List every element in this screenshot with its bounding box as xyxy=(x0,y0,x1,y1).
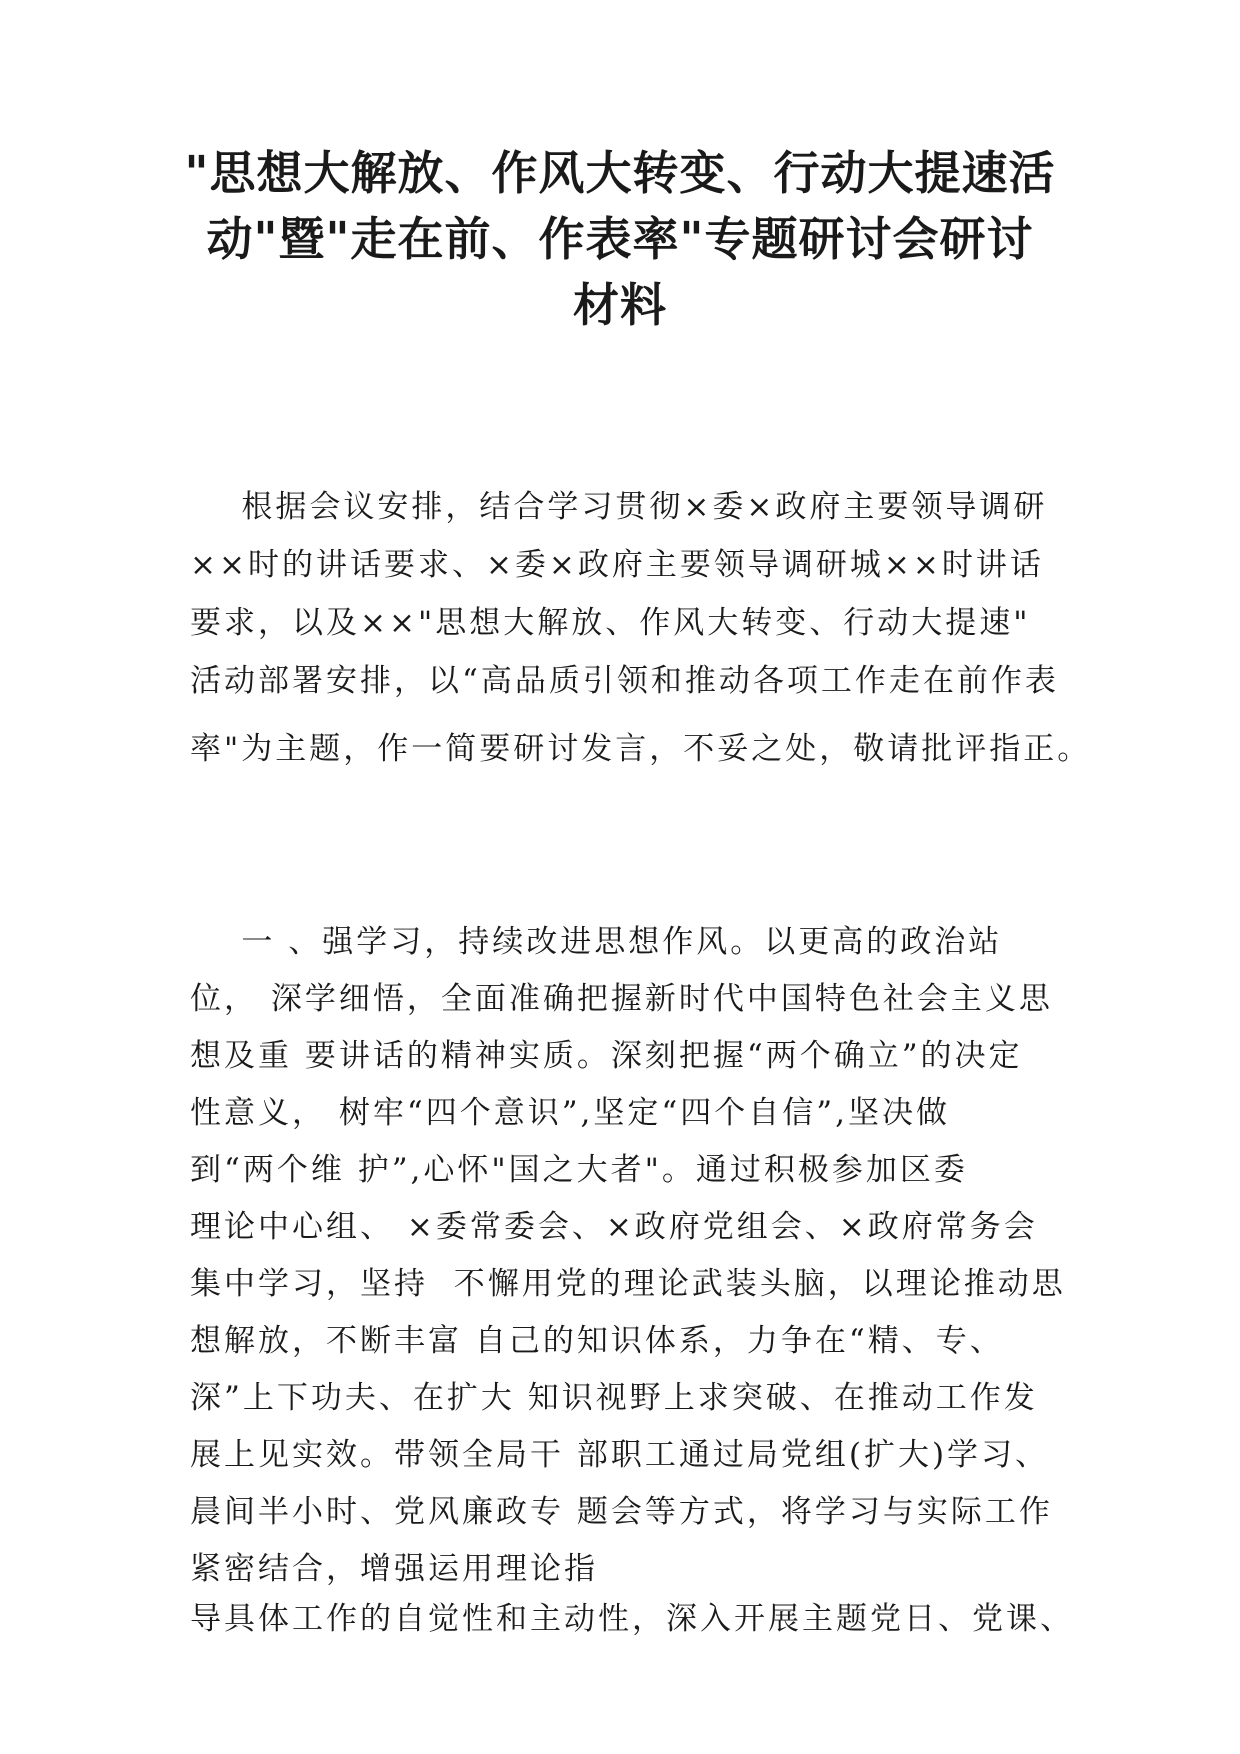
paragraph-line: 率"为主题，作一简要研讨发言，不妥之处，敬请批评指正。 xyxy=(190,731,1092,767)
paragraph-line: 导具体工作的自觉性和主动性，深入开展主题党日、党课、 xyxy=(190,1601,1074,1637)
continuation-paragraph xyxy=(190,1590,1074,1648)
title-line: 材料 xyxy=(573,278,667,332)
paragraph-line: 一 、强学习，持续改进思想作风。以更高的政治站 xyxy=(190,924,1003,960)
paragraph-line: 展上见实效。带领全局干 部职工通过局党组(扩大)学习、 xyxy=(190,1437,1050,1473)
paragraph-line: 想解放，不断丰富 自己的知识体系，力争在“精、专、 xyxy=(190,1323,1004,1359)
section-1-paragraph xyxy=(190,914,1070,1598)
paragraph-line: 理论中心组、 ×委常委会、×政府党组会、×政府常务会 xyxy=(190,1209,1038,1245)
paragraph-line: 根据会议安排，结合学习贯彻×委×政府主要领导调研 xyxy=(190,489,1048,525)
intro-paragraph xyxy=(190,478,1092,778)
title-line: 动"暨"走在前、作表率"专题研讨会研讨 xyxy=(206,212,1034,266)
paragraph-line: 集中学习，坚持 不懈用党的理论武装头脑，以理论推动思 xyxy=(190,1266,1066,1302)
paragraph-line: 想及重 要讲话的精神实质。深刻把握“两个确立”的决定 xyxy=(190,1038,1023,1074)
paragraph-line: 晨间半小时、党风廉政专 题会等方式，将学习与实际工作 xyxy=(190,1494,1053,1530)
document-title xyxy=(150,140,1090,338)
paragraph-line: ××时的讲话要求、×委×政府主要领导调研城××时讲话 xyxy=(190,547,1044,583)
paragraph-line: 位， 深学细悟，全面准确把握新时代中国特色社会主义思 xyxy=(190,981,1053,1017)
paragraph-line: 要求，以及××"思想大解放、作风大转变、行动大提速" xyxy=(190,605,1031,641)
paragraph-line: 性意义， 树牢“四个意识”,坚定“四个自信”,坚决做 xyxy=(190,1095,950,1131)
paragraph-line: 到“两个维 护”,心怀"国之大者"。通过积极参加区委 xyxy=(190,1152,968,1188)
paragraph-line: 深”上下功夫、在扩大 知识视野上求突破、在推动工作发 xyxy=(190,1380,1038,1416)
paragraph-line: 紧密结合，增强运用理论指 xyxy=(190,1551,598,1587)
title-line: "思想大解放、作风大转变、行动大提速活 xyxy=(184,146,1056,200)
paragraph-line: 活动部署安排，以“高品质引领和推动各项工作走在前作表 xyxy=(190,663,1059,699)
